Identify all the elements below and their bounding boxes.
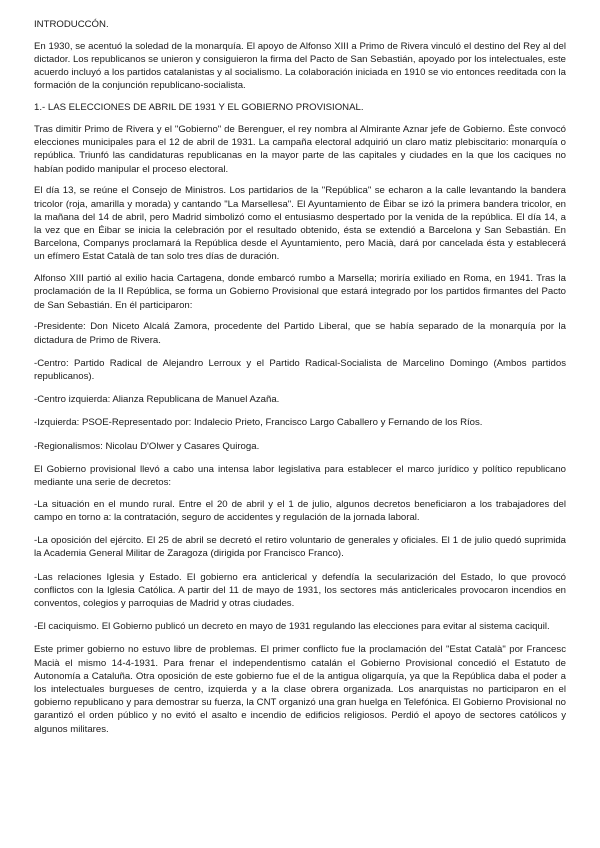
participant-left: -Izquierda: PSOE-Representado por: Indalecio Prieto, Francisco Largo Caballero y Fernando de los Ríos. bbox=[34, 417, 483, 429]
intro-paragraph: En 1930, se acentuó la soledad de la monarquía. El apoyo de Alfonso XIII a Primo de Rivera vinculó el destino del Rey al del dictador. Los republicanos se unieron y consiguieron la firma del Pacto de San Sebastián, apoyado por los intelectuales, este acuerdo incluyó a los partidos catalanistas y al socialismo. La colaboración iniciada en 1910 se vio entonces reeditada con la formación de la conjunción republicano-socialista. bbox=[34, 40, 566, 92]
participant-center-left: -Centro izquierda: Alianza Republicana de Manuel Azaña. bbox=[34, 394, 280, 406]
decree-caciquism: -El caciquismo. El Gobierno publicó un decreto en mayo de 1931 regulando las elecciones para evitar al sistema caciquil. bbox=[34, 621, 550, 633]
exile-paragraph: Alfonso XIII partió al exilio hacia Cartagena, donde embarcó rumbo a Marsella; moriría exiliado en Roma, en 1941. Tras la proclamación de la II República, se forma un Gobierno Provisional que estará integrado por los partidos firmantes del Pacto de San Sebastián. En él participaron: bbox=[34, 273, 566, 311]
section-heading-elections: 1.- LAS ELECCIONES DE ABRIL DE 1931 Y EL GOBIERNO PROVISIONAL. bbox=[34, 102, 364, 114]
problems-paragraph: Este primer gobierno no estuvo libre de problemas. El primer conflicto fue la proclamación del "Estat Català" por Francesc Macià el mismo 14-4-1931. Para frenar el independentismo catalán el Gobierno Provisional concedió el Estatuto de Autonomía a Cataluña. Otra oposición de este gobierno fue el de la antigua oligarquía, ya que la República daba el poder a los intelectuales burgueses de centro, izquierda y a la clase obrera organizada. Los anarquistas no participaron en el gobierno republicano y para demostrar su fuerza, la CNT organizó una gran huelga en Telefónica. El Gobierno Provisional no garantizó el orden público y no evitó el asalto e incendio de edificios religiosos. Perdió el apoyo de sectores católicos y algunos militares. bbox=[34, 644, 566, 735]
document-title: INTRODUCCÓN. bbox=[34, 19, 109, 30]
labor-paragraph: El Gobierno provisional llevó a cabo una intensa labor legislativa para establecer el marco jurídico y político republicano mediante una serie de decretos: bbox=[34, 463, 566, 489]
decree-rural: -La situación en el mundo rural. Entre el 20 de abril y el 1 de julio, algunos decretos beneficiaron a los trabajadores del campo en torno a: la contratación, seguro de accidentes y regulación de la jornada laboral. bbox=[34, 498, 566, 524]
participant-regionalisms: -Regionalismos: Nicolau D'Olwer y Casares Quiroga. bbox=[34, 440, 260, 452]
participant-center: -Centro: Partido Radical de Alejandro Lerroux y el Partido Radical-Socialista de Marcelino Domingo (Ambos partidos republicanos). bbox=[34, 357, 566, 383]
decree-army: -La oposición del ejército. El 25 de abril se decretó el retiro voluntario de generales y oficiales. El 1 de julio quedó suprimida la Academia General Militar de Zaragoza (dirigida por Francisco Franco). bbox=[34, 535, 566, 560]
elections-paragraph: Tras dimitir Primo de Rivera y el "Gobierno" de Berenguer, el rey nombra al Almirante Aznar jefe de Gobierno. Éste convocó elecciones municipales para el 12 de abril de 1931. La campaña electoral adquirió un claro matiz plebiscitario: monarquía o república. Triunfó las candidaturas republicanas en la mayor parte de las capitales y ciudades en la que los caciques no habían podido manipular el proceso electoral. bbox=[34, 124, 566, 175]
day13-paragraph: El día 13, se reúne el Consejo de Ministros. Los partidarios de la "República" se echaron a la calle levantando la bandera tricolor (roja, amarilla y morada) y cantando "La Marsellesa". El Ayuntamiento de Éibar se izó la primera bandera tricolor, en la mañana del 14 de abril, pero Madrid simbolizó como el entusiasmo despertado por la venida de la república. El día 14, a la vez que en Éibar se inicia la celebración por el resultado obtenido, ésta se extendió a Barcelona y San Sebastián. En Barcelona, Companys proclamará la República desde el Ayuntamiento, pero Macià, dará por cancelada ésta y establecerá un efímero Estat Català de tan solo tres días de duración. bbox=[34, 185, 566, 263]
decree-church-state: -Las relaciones Iglesia y Estado. El gobierno era anticlerical y defendía la secularización del Estado, lo que provocó conflictos con la Iglesia Católica. A partir del 11 de mayo de 1931, los sectores más anticlericales provocaron incendios en conventos, colegios y parroquias de Madrid y otras ciudades. bbox=[34, 571, 566, 610]
participant-president: -Presidente: Don Niceto Alcalá Zamora, procedente del Partido Liberal, que se había separado de la monarquía por la dictadura de Primo de Rivera. bbox=[34, 321, 566, 346]
